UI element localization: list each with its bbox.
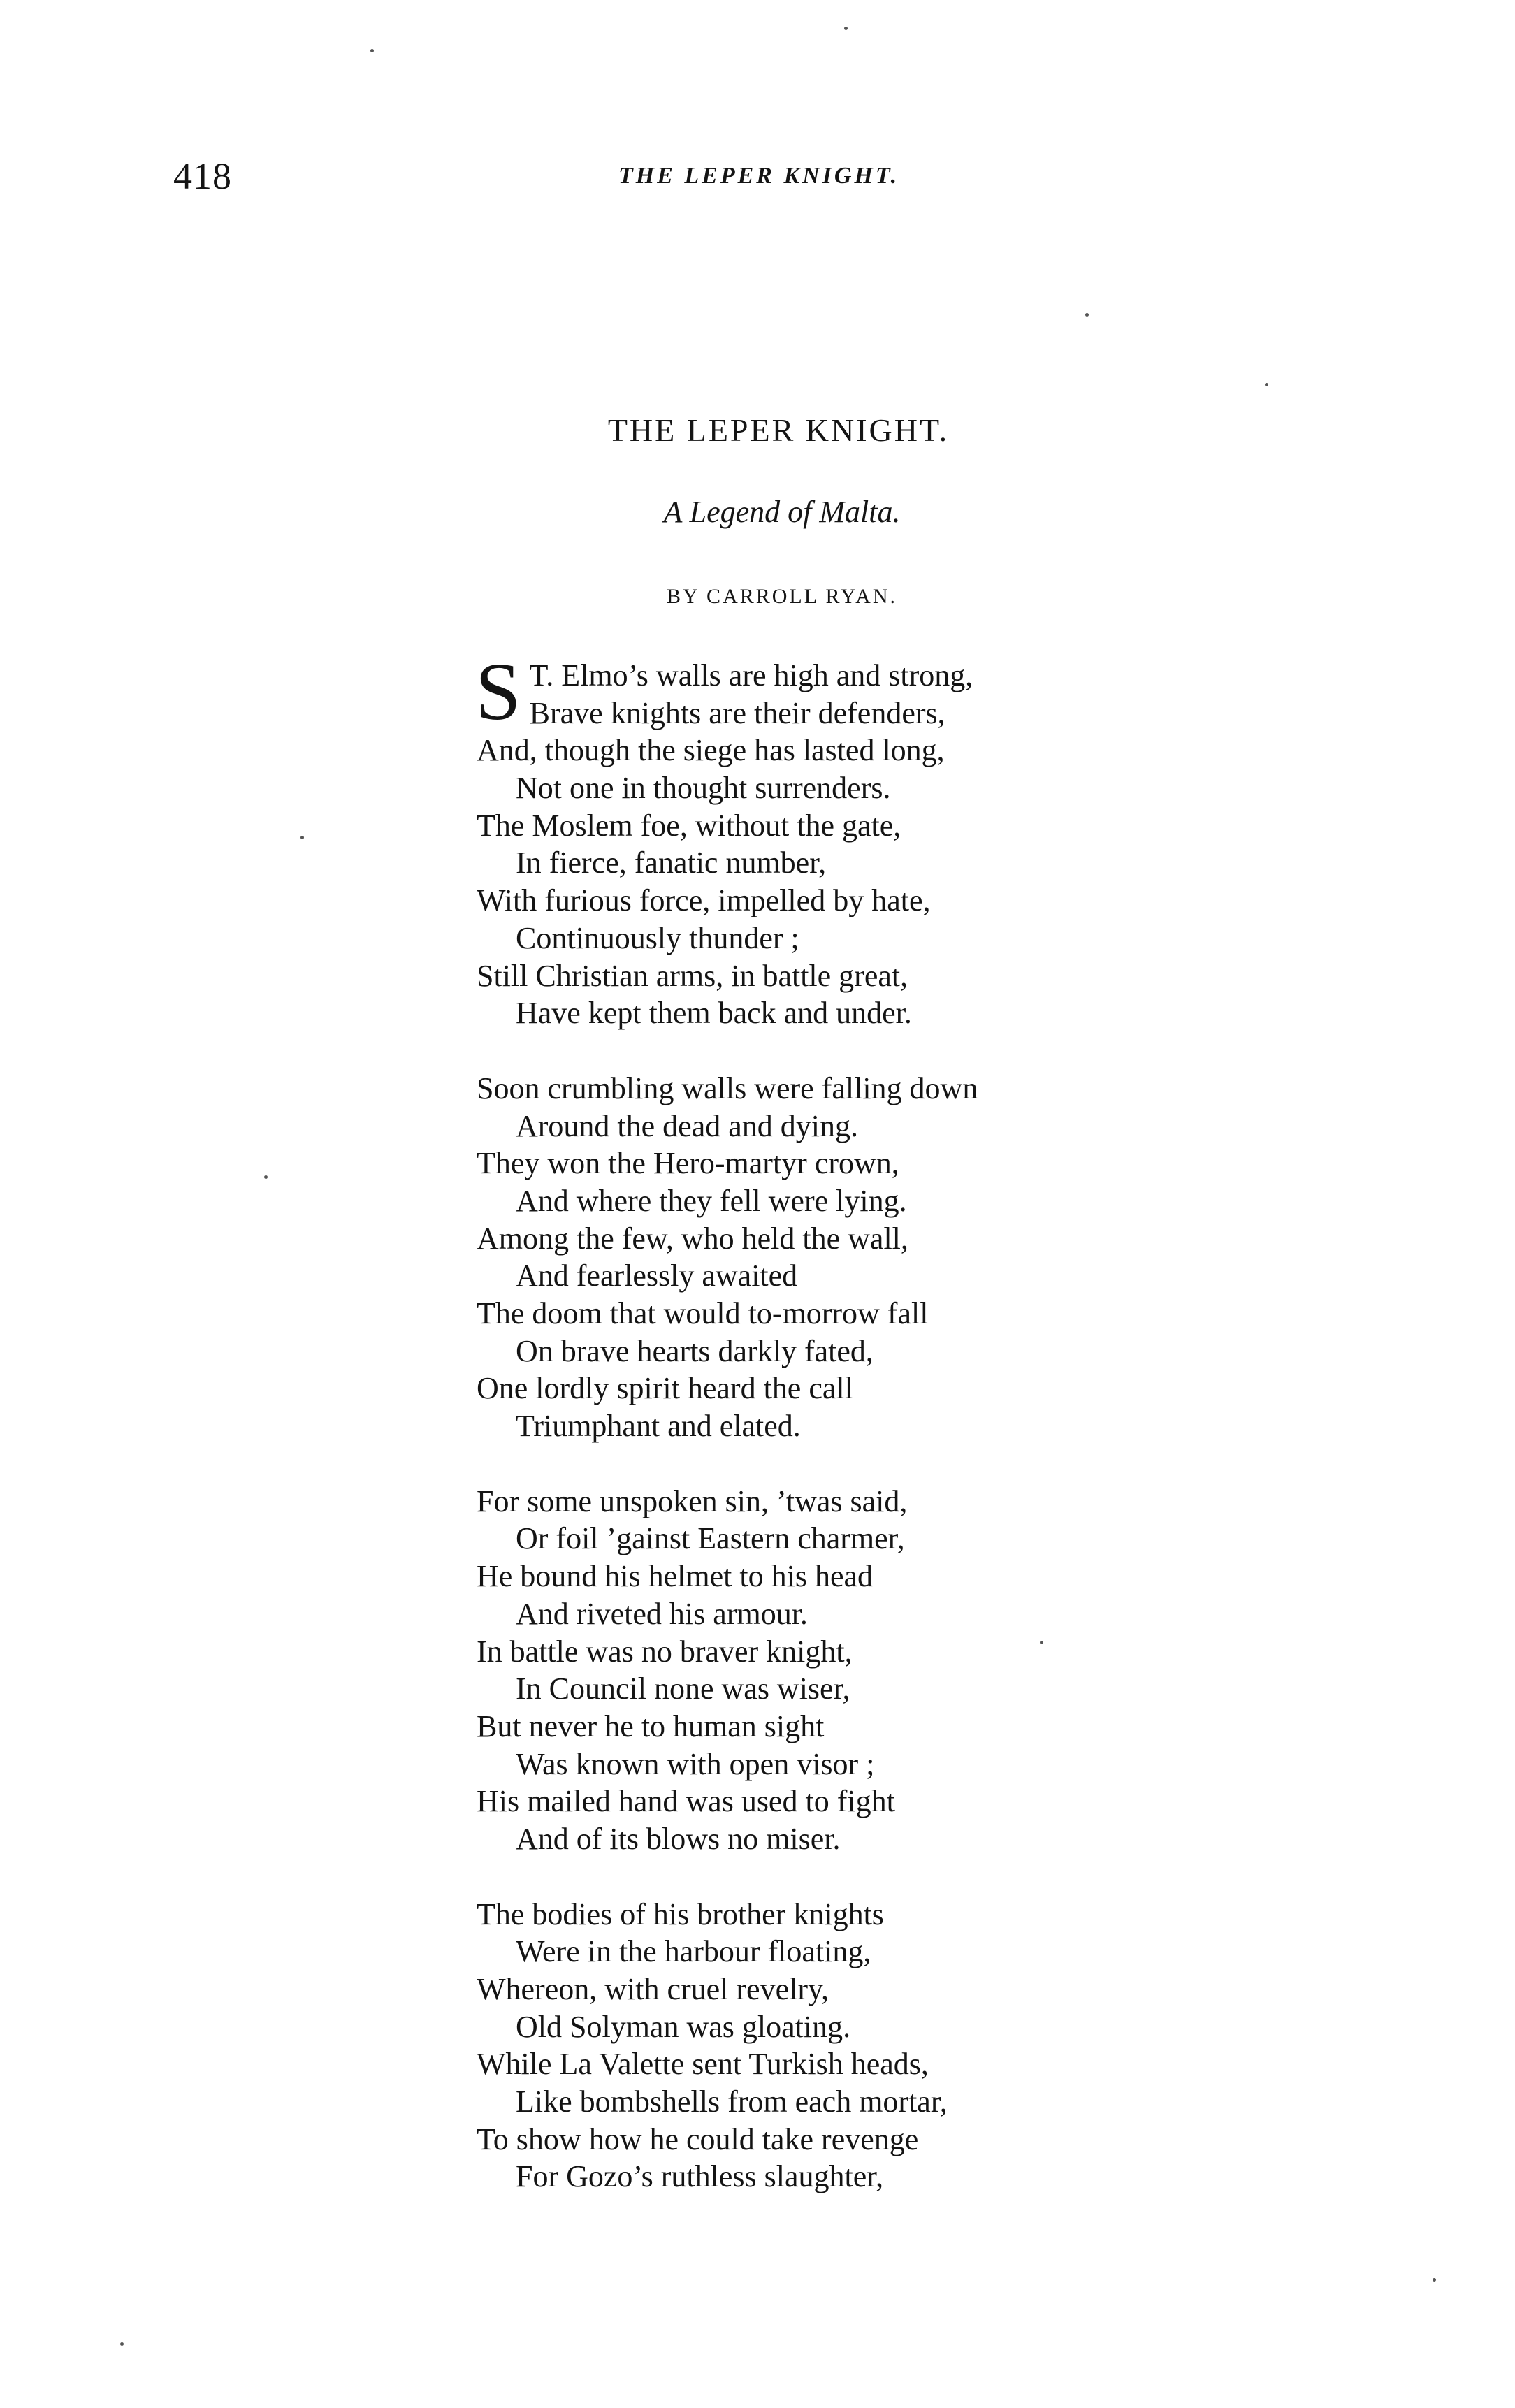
poem-line: For Gozo’s ruthless slaughter,	[516, 2159, 884, 2194]
poem-line: Among the few, who held the wall,	[477, 1221, 908, 1256]
poem-line: Triumphant and elated.	[516, 1409, 801, 1444]
poem-line: And riveted his armour.	[516, 1596, 808, 1631]
speck	[1040, 1641, 1043, 1644]
poem-line: And, though the siege has lasted long,	[477, 733, 945, 768]
poem-line: In fierce, fanatic number,	[516, 846, 827, 880]
poem-line: Around the dead and dying.	[516, 1108, 858, 1143]
poem-line: To show how he could take revenge	[477, 2121, 919, 2156]
poem-line: T. Elmo’s walls are high and strong,	[529, 658, 973, 692]
running-head	[0, 155, 1515, 197]
poem-line: The Moslem foe, without the gate,	[477, 808, 901, 843]
byline: BY CARROLL RYAN.	[667, 585, 897, 608]
poem-line: Old Solyman was gloating.	[516, 2009, 851, 2044]
poem-line: Not one in thought surrenders.	[516, 771, 891, 806]
poem-line: And of its blows no miser.	[516, 1821, 841, 1856]
poem-line: Like bombshells from each mortar,	[516, 2084, 948, 2119]
speck	[1433, 2278, 1436, 2282]
stanza-1	[475, 646, 1385, 1032]
poem-line: Were in the harbour floating,	[516, 1934, 871, 1969]
poem-line: With furious force, impelled by hate,	[477, 883, 931, 918]
poem-line: And where they fell were lying.	[516, 1183, 907, 1218]
poem-line: Continuously thunder ;	[516, 920, 799, 955]
poem-line: He bound his helmet to his head	[477, 1559, 874, 1594]
poem-line: And fearlessly awaited	[516, 1259, 798, 1293]
poem-line: While La Valette sent Turkish heads,	[477, 2047, 929, 2082]
speck	[370, 49, 374, 52]
poem-line: The doom that would to-morrow fall	[477, 1296, 929, 1330]
poem-line: Whereon, with cruel revelry,	[477, 1972, 829, 2006]
poem-line: The bodies of his brother knights	[477, 1896, 884, 1931]
poem-line: They won the Hero-martyr crown,	[477, 1146, 899, 1181]
speck	[1085, 313, 1089, 317]
poem-line: Brave knights are their defenders,	[529, 695, 945, 730]
poem-subtitle: A Legend of Malta.	[663, 495, 901, 529]
poem-line: Soon crumbling walls were falling down	[477, 1071, 978, 1105]
poem-line: Have kept them back and under.	[516, 996, 912, 1031]
speck	[844, 27, 848, 30]
poem-line: On brave hearts darkly fated,	[516, 1333, 874, 1368]
poem-title: THE LEPER KNIGHT.	[607, 412, 950, 448]
poem-line: Was known with open visor ;	[516, 1746, 875, 1781]
speck	[1265, 383, 1268, 386]
stanza-2	[477, 1070, 1385, 1445]
stanza-3	[477, 1483, 1385, 1858]
poem-line: His mailed hand was used to fight	[477, 1784, 895, 1819]
poem-line: But never he to human sight	[477, 1709, 825, 1743]
poem-line: Or foil ’gainst Eastern charmer,	[516, 1521, 905, 1556]
poem-line: In Council none was wiser,	[516, 1671, 850, 1706]
poem-line: In battle was no braver knight,	[477, 1634, 853, 1669]
page-number: 418	[173, 155, 232, 197]
stanza-4	[477, 1896, 1385, 2196]
speck	[264, 1175, 268, 1179]
poem-line: Still Christian arms, in battle great,	[477, 958, 908, 993]
speck	[300, 836, 304, 839]
running-title: THE LEPER KNIGHT.	[618, 163, 900, 189]
poem-line: One lordly spirit heard the call	[477, 1371, 853, 1406]
drop-cap: S	[475, 646, 521, 737]
poem-body	[475, 646, 1385, 2233]
poem-line: For some unspoken sin, ’twas said,	[477, 1484, 908, 1518]
speck	[120, 2342, 124, 2346]
